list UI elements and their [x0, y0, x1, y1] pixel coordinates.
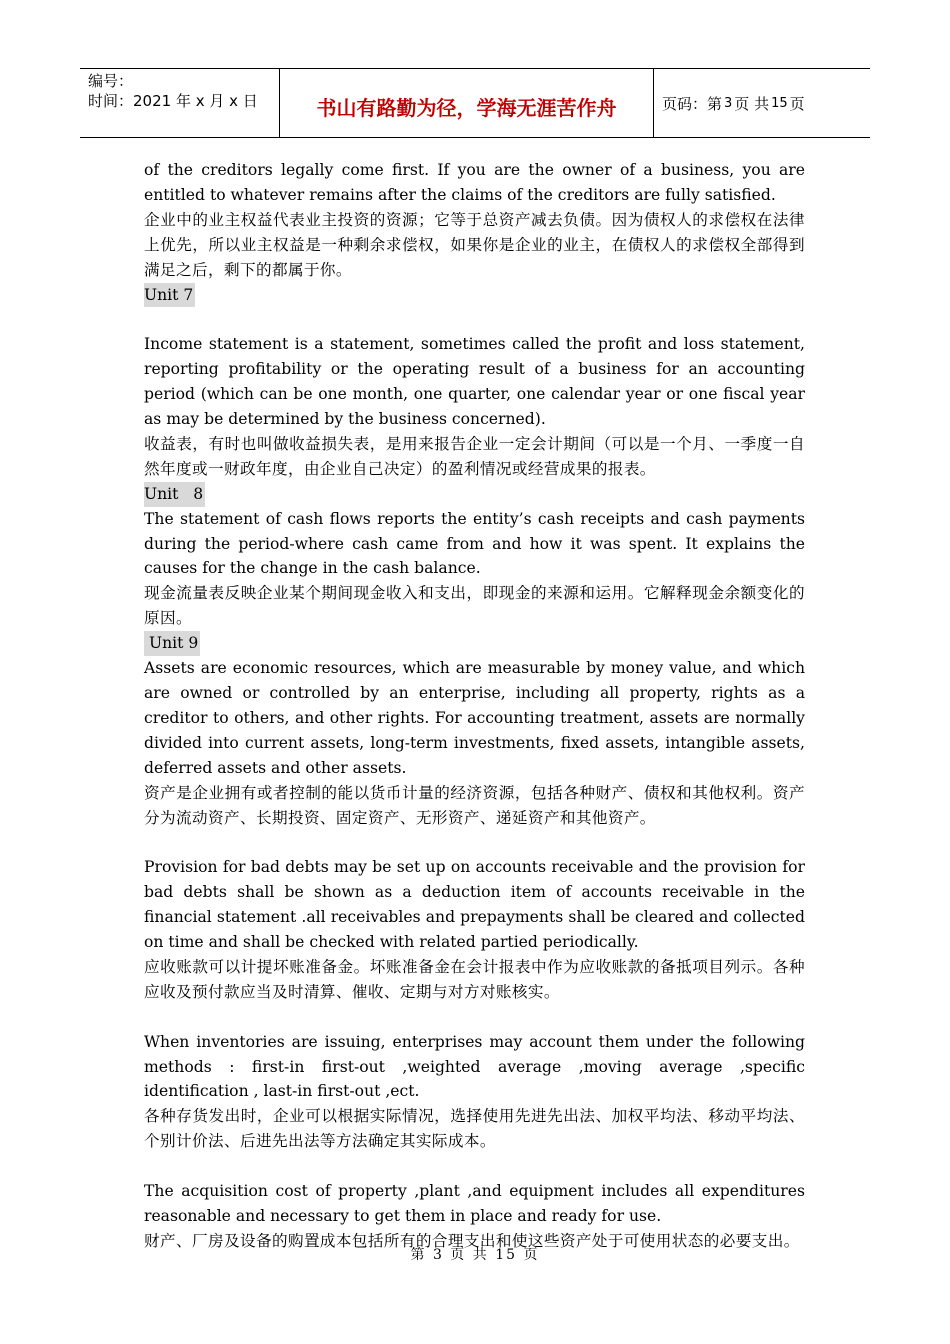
unit-8-label: Unit 8	[144, 482, 205, 507]
page-body	[144, 158, 805, 1254]
blank-line	[144, 307, 805, 332]
page-mid: 页 共	[734, 94, 770, 113]
unit-9-label: Unit 9	[144, 631, 200, 656]
page-number: 3	[724, 95, 733, 111]
paragraph-en: Assets are economic resources, which are measurable by money value, and which are owned or controlled by an enterprise, including all property, rights as a creditor to others, and other rights. For accounting treatment, assets are normally divided into current assets, long-term investments, fixed assets, intangible assets, deferred assets and other assets.	[144, 659, 805, 777]
paragraph-en: of the creditors legally come first. If you are the owner of a business, you are entitled to whatever remains after the claims of the creditors are fully satisfied.	[144, 161, 805, 204]
page-footer: 第 3 页 共 15 页	[410, 1247, 540, 1263]
blank-line	[144, 830, 805, 855]
header-meta	[80, 69, 280, 137]
paragraph-zh: 资产是企业拥有或者控制的能以货币计量的经济资源，包括各种财产、债权和其他权利。资产分为流动资产、长期投资、固定资产、无形资产、递延资产和其他资产。	[144, 783, 805, 827]
paragraph-zh: 现金流量表反映企业某个期间现金收入和支出，即现金的来源和运用。它解释现金余额变化的原因。	[144, 584, 805, 628]
page-header	[80, 68, 870, 138]
paragraph-zh: 财产、厂房及设备的购置成本包括所有的合理支出和使这些资产处于可使用状态的必要支出。	[144, 1231, 800, 1250]
unit-heading	[144, 482, 805, 507]
paragraph-en: Income statement is a statement, sometimes called the profit and loss statement, reporting profitability or the operating result of a business for an accounting period (which can be one month, one quarter, one calendar year or one fiscal year as may be determined by the business concerned).	[144, 335, 805, 429]
paragraph-zh: 应收账款可以计提坏账准备金。坏账准备金在会计报表中作为应收账款的备抵项目列示。各种应收及预付款应当及时清算、催收、定期与对方对账核实。	[144, 957, 805, 1001]
paragraph-en: The statement of cash flows reports the entity’s cash receipts and cash payments during the period-where cash came from and how it was spent. It explains the causes for the change in the cash balance.	[144, 509, 805, 578]
page-total: 15	[771, 95, 788, 111]
header-motto: 书山有路勤为径，学海无涯苦作舟	[280, 69, 654, 137]
header-page-info	[654, 69, 870, 137]
blank-line	[144, 1154, 805, 1179]
paragraph-zh: 企业中的业主权益代表业主投资的资源；它等于总资产减去负债。因为债权人的求偿权在法律上优先，所以业主权益是一种剩余求偿权，如果你是企业的业主，在债权人的求偿权全部得到满足之后，剩下的都属于你。	[144, 210, 805, 279]
paragraph-zh: 收益表，有时也叫做收益损失表，是用来报告企业一定会计期间（可以是一个月、一季度一自然年度或一财政年度，由企业自己决定）的盈利情况或经营成果的报表。	[144, 434, 805, 478]
paragraph-en: The acquisition cost of property ,plant ,and equipment includes all expenditures reasonable and necessary to get them in place and ready for use.	[144, 1182, 805, 1225]
paragraph-zh: 各种存货发出时，企业可以根据实际情况，选择使用先进先出法、加权平均法、移动平均法、个别计价法、后进先出法等方法确定其实际成本。	[144, 1107, 805, 1151]
paragraph-en: When inventories are issuing, enterprises may account them under the following methods : first-in first-out ,weighted average ,moving average ,specific identification , last-in first-out ,ect.	[144, 1032, 805, 1101]
blank-line	[144, 1005, 805, 1030]
code-label: 编号：	[88, 72, 134, 90]
page-suffix: 页	[789, 94, 805, 113]
page-prefix: 页码：第	[662, 94, 723, 113]
unit-heading	[144, 283, 805, 308]
paragraph-en: Provision for bad debts may be set up on accounts receivable and the provision for bad debts shall be shown as a deduction item of accounts receivable in the financial statement .all receivables and prepayments shall be cleared and collected on time and shall be checked with related partied periodically.	[144, 858, 805, 952]
unit-7-label: Unit 7	[144, 283, 195, 308]
date-label: 时间：2021 年 x 月 x 日	[88, 92, 258, 110]
unit-heading	[144, 631, 805, 656]
